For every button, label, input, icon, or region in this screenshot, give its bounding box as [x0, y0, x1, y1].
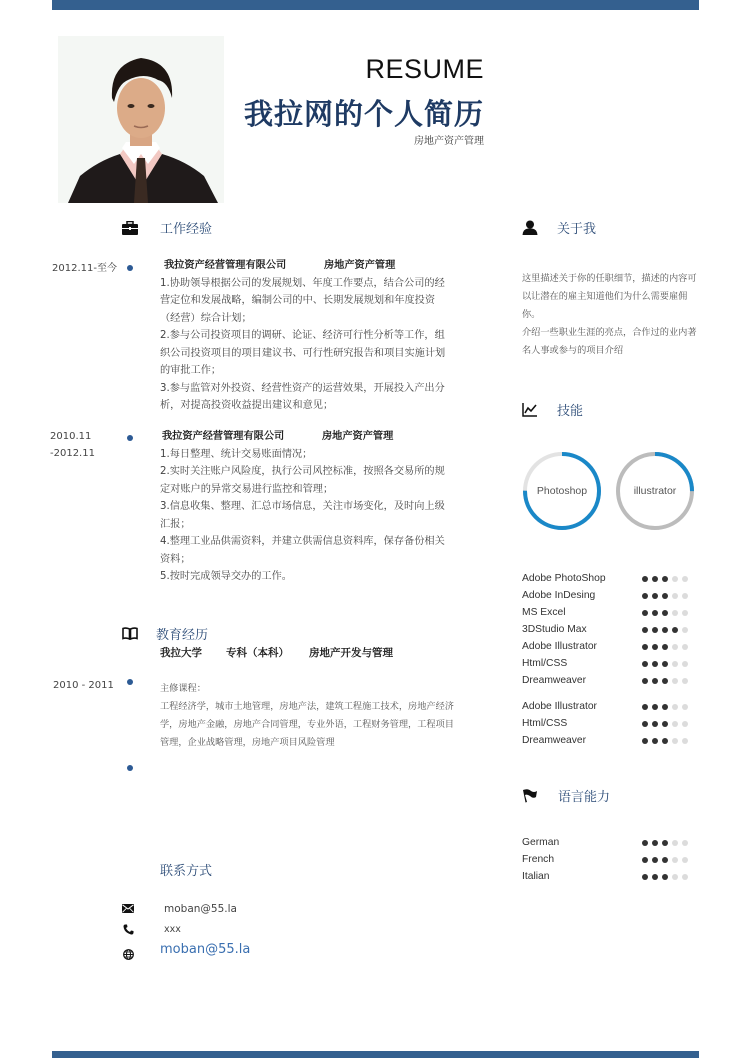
work-date-1: 2012.11-至今 — [52, 263, 117, 274]
skill-rating — [642, 661, 688, 667]
education-degree: 专科（本科） — [226, 647, 289, 659]
section-work-title: 工作经验 — [160, 222, 213, 237]
work-line: 2.参与公司投资项目的调研、论证、经济可行性分析等工作，组织公司投资项目的项目建议书、可行性研究报告和项目实施计划的审批工作； — [160, 330, 446, 376]
contact-phone: xxx — [164, 924, 181, 935]
contact-email-row — [120, 902, 237, 915]
language-rating — [642, 857, 688, 863]
skill-circle-label: Photoshop — [536, 485, 588, 497]
skill-row — [522, 570, 702, 587]
skill-circle-label: illustrator — [633, 485, 677, 497]
timeline-dot — [127, 435, 133, 441]
work-position-1: 房地产资产管理 — [324, 260, 396, 271]
language-rating — [642, 840, 688, 846]
skill-rating — [642, 738, 688, 744]
skill-row — [522, 732, 702, 749]
skill-name: Dreamweaver — [522, 735, 587, 746]
skill-name: Adobe InDesing — [522, 590, 596, 601]
contact-website-link[interactable]: moban@55.la — [160, 942, 251, 957]
work-company-1: 我拉资产经营管理有限公司 — [164, 260, 287, 271]
skill-name: MS Excel — [522, 607, 566, 618]
resume-title-cn: 我拉网的个人简历 — [243, 97, 484, 131]
language-row — [522, 851, 702, 868]
skill-row — [522, 621, 702, 638]
about-text — [522, 270, 700, 360]
section-languages-title: 语言能力 — [558, 790, 611, 805]
skill-row — [522, 587, 702, 604]
course-label: 主修课程： — [160, 683, 206, 694]
language-row — [522, 868, 702, 885]
skill-name: Adobe Illustrator — [522, 701, 597, 712]
skill-row — [522, 638, 702, 655]
education-school: 我拉大学 — [160, 647, 202, 659]
education-courses — [160, 680, 460, 752]
education-major: 房地产开发与管理 — [309, 647, 393, 659]
about-paragraph-2: 介绍一些职业生涯的亮点，合作过的业内著名人事或参与的项目介绍 — [522, 327, 697, 356]
section-skills-header — [521, 400, 583, 419]
skill-row — [522, 655, 702, 672]
skill-name: Html/CSS — [522, 658, 568, 669]
work-line: 5.按时完成领导交办的工作。 — [160, 571, 292, 582]
work-line: 3.参与监管对外投资、经营性资产的运营效果，开展投入产出分析，对提高投资收益提出建议和意见； — [160, 382, 445, 411]
section-work-header — [121, 218, 212, 237]
skill-rating — [642, 678, 688, 684]
skill-rating — [642, 704, 688, 710]
language-rating — [642, 874, 688, 880]
section-skills-title: 技能 — [557, 404, 584, 419]
work-date-2-start: 2010.11 — [50, 431, 92, 442]
skill-row — [522, 715, 702, 732]
globe-icon — [120, 949, 136, 960]
language-name: French — [522, 854, 555, 865]
work-date-2-end: -2012.11 — [50, 448, 95, 459]
skill-rating — [642, 721, 688, 727]
skill-rating — [642, 627, 688, 633]
work-entry-1 — [160, 257, 450, 415]
user-icon — [521, 220, 539, 236]
briefcase-icon — [121, 220, 139, 236]
languages-list — [522, 834, 702, 885]
skill-circle-photoshop — [522, 451, 602, 531]
skill-name: Adobe Illustrator — [522, 641, 597, 652]
contact-email[interactable]: moban@55.la — [164, 902, 237, 915]
work-company-2: 我拉资产经营管理有限公司 — [162, 431, 285, 442]
work-line: 1.协助领导根据公司的发展规划、年度工作要点，结合公司的经营定位和发展战略，编制公司的中、长期发展规划和年度投资（经营）综合计划； — [160, 277, 445, 324]
language-name: German — [522, 837, 560, 848]
language-row — [522, 834, 702, 851]
section-education-title: 教育经历 — [156, 628, 209, 643]
skill-rating — [642, 576, 688, 582]
skill-name: Dreamweaver — [522, 675, 587, 686]
resume-title-en: RESUME — [365, 54, 484, 84]
language-name: Italian — [522, 871, 550, 882]
section-about-title: 关于我 — [557, 222, 597, 237]
section-contact-title: 联系方式 — [160, 864, 213, 879]
chart-line-icon — [521, 402, 539, 418]
top-accent-bar — [52, 0, 699, 10]
envelope-icon — [120, 904, 136, 913]
skill-row — [522, 698, 702, 715]
skill-row — [522, 672, 702, 689]
resume-subtitle: 房地产资产管理 — [414, 136, 484, 147]
flag-icon — [521, 788, 539, 804]
course-list: 工程经济学，城市土地管理，房地产法，建筑工程施工技术，房地产经济学，房地产金融，房地产合同管理，专业外语，工程财务管理，工程项目管理，企业战略管理，房地产项目风险管理 — [160, 701, 454, 748]
profile-photo — [58, 36, 224, 203]
section-education-header — [121, 624, 208, 643]
timeline-dot — [127, 265, 133, 271]
education-date: 2010 - 2011 — [53, 680, 114, 691]
education-summary — [160, 645, 393, 660]
skill-rating — [642, 610, 688, 616]
skill-name: Html/CSS — [522, 718, 568, 729]
book-icon — [121, 626, 139, 642]
work-line: 4.整理工业品供需资料，并建立供需信息资料库，保存备份相关资料； — [160, 536, 445, 565]
timeline-dot — [127, 679, 133, 685]
work-position-2: 房地产资产管理 — [322, 431, 394, 442]
bottom-accent-bar — [52, 1051, 699, 1058]
skill-rating — [642, 593, 688, 599]
section-languages-header — [521, 786, 610, 805]
about-paragraph-1: 这里描述关于你的任职细节，描述的内容可以让潜在的雇主知道他们为什么需要雇佣你。 — [522, 273, 697, 320]
skill-name: 3DStudio Max — [522, 624, 587, 635]
skill-rating — [642, 644, 688, 650]
skill-circle-illustrator — [615, 451, 695, 531]
work-entry-2 — [160, 428, 450, 586]
skills-list-secondary — [522, 698, 702, 749]
phone-icon — [120, 924, 136, 935]
skill-name: Adobe PhotoShop — [522, 573, 606, 584]
contact-website-row — [120, 942, 251, 960]
section-about-header — [521, 218, 596, 237]
work-line: 2.实时关注账户风险度，执行公司风控标准，按照各交易所的规定对账户的异常交易进行监控和管理； — [160, 466, 445, 495]
timeline-dot — [127, 765, 133, 771]
work-date-2 — [50, 428, 95, 462]
contact-phone-row — [120, 924, 181, 935]
work-line: 1.每日整理、统计交易账面情况； — [160, 448, 313, 460]
work-line: 3.信息收集、整理、汇总市场信息，关注市场变化，及时向上级汇报； — [160, 501, 445, 530]
skills-list — [522, 570, 702, 689]
skill-row — [522, 604, 702, 621]
